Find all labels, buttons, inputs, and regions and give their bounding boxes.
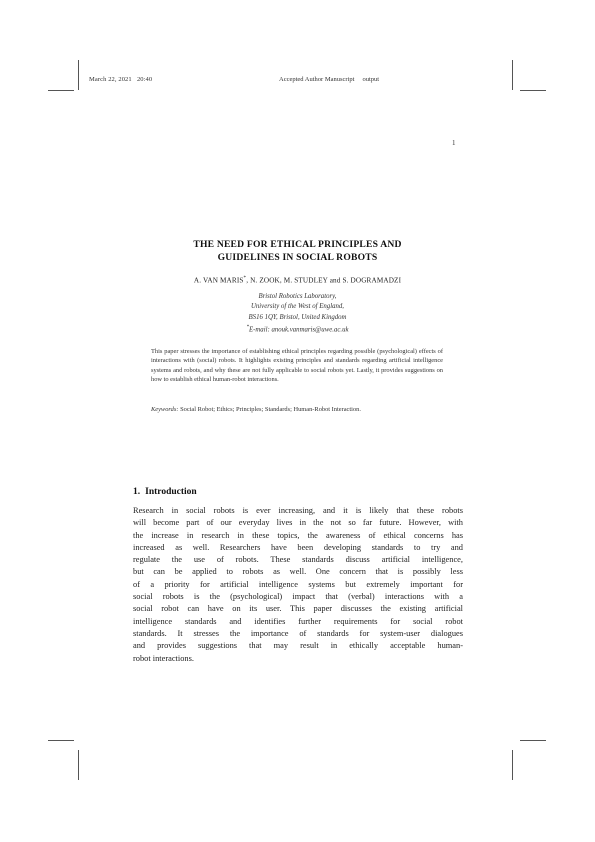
page-number: 1	[452, 139, 456, 147]
running-header-date	[89, 76, 152, 83]
paragraph-line: regulate the use of robots. These standards discuss artificial intelligence,	[133, 555, 463, 565]
title-line: GUIDELINES IN SOCIAL ROBOTS	[217, 252, 378, 263]
paragraph-line: the increase in research in these topics, the awareness of ethical concerns has	[133, 530, 463, 540]
crop-mark	[520, 740, 546, 741]
affiliation-lab: Bristol Robotics Laboratory,	[258, 293, 337, 300]
paper-title	[130, 238, 465, 264]
paragraph-line: social robot can have on its user. This paper discusses the existing artificial	[133, 604, 463, 614]
crop-mark	[48, 740, 74, 741]
introduction-paragraph	[133, 505, 463, 665]
section-title: Introduction	[145, 487, 197, 497]
crop-mark	[78, 60, 79, 90]
header-output-tag: output	[362, 76, 380, 83]
keywords	[151, 405, 443, 414]
crop-mark	[512, 750, 513, 780]
paragraph-line: but can be applied to robots as well. One concern that is possibly less	[133, 567, 463, 577]
author-first: A. VAN MARIS	[193, 276, 244, 285]
abstract: This paper stresses the importance of establishing ethical principles regarding possible (psychological) effects of interactions with (social) robots. It highlights existing principles and standards regarding artificial intelligence systems and robots, and why these are not fully applicable to social robots yet. Lastly, it provides suggestions on how to establish ethical human-robot interactions.	[151, 348, 443, 384]
paragraph-line: and provides suggestions that may result in ethically acceptable human-	[133, 641, 463, 651]
paragraph-line: Research in social robots is ever increasing, and it is likely that these robots	[133, 506, 463, 515]
paragraph-line: social robots is the (psychological) impact that (verbal) interactions with a	[133, 592, 463, 602]
paragraph-line: intelligence standards and identifies further requirements for social robot	[133, 616, 463, 626]
paragraph-line: robot interactions.	[133, 653, 194, 663]
author-list	[130, 276, 465, 284]
running-header-label	[279, 76, 387, 83]
paragraph-line: of a priority for artificial intelligence systems but extremely important for	[133, 579, 463, 589]
paragraph-line: will become part of our everyday lives in the not so far future. However, with	[133, 518, 463, 528]
title-line: THE NEED FOR ETHICAL PRINCIPLES AND	[193, 239, 402, 250]
affiliation	[130, 292, 465, 335]
affiliation-address: BS16 1QY, Bristol, United Kingdom	[248, 313, 347, 321]
author-rest: , N. ZOOK, M. STUDLEY and S. DOGRAMADZI	[246, 276, 402, 285]
section-number: 1.	[133, 487, 141, 497]
header-date: March 22, 2021	[89, 76, 132, 83]
paragraph-line: standards. It stresses the importance of standards for system-user dialogues	[133, 628, 463, 638]
email-mark: *	[246, 324, 249, 330]
header-manuscript-label: Accepted Author Manuscript	[279, 76, 355, 83]
crop-mark	[78, 750, 79, 780]
crop-mark	[512, 60, 513, 90]
header-time: 20:40	[136, 76, 153, 83]
paragraph-line: increased as well. Researchers have been developing standards to try and	[133, 542, 463, 552]
keywords-text: Social Robot; Ethics; Principles; Standards; Human-Robot Interaction.	[178, 406, 361, 413]
corresponding-mark: *	[243, 276, 247, 281]
affiliation-university: University of the West of England,	[250, 303, 344, 311]
section-heading	[133, 487, 197, 497]
email-text: E-mail: anouk.vanmaris@uwe.ac.uk	[248, 326, 349, 334]
keywords-label: Keywords:	[151, 406, 179, 413]
affiliation-email	[130, 323, 465, 336]
crop-mark	[48, 90, 74, 91]
crop-mark	[520, 90, 546, 91]
